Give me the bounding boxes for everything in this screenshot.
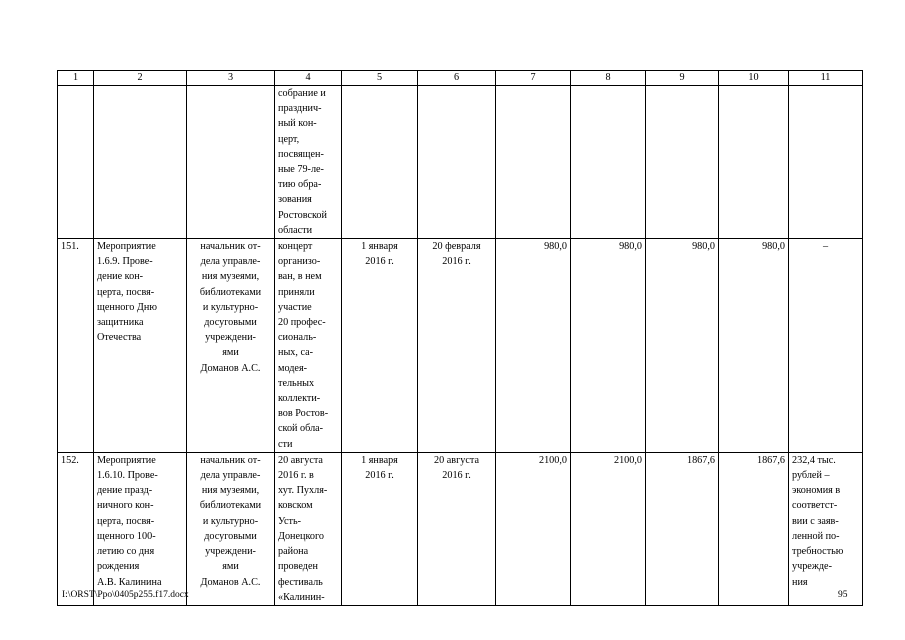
amount-cell: 980,0: [571, 239, 646, 453]
amount-cell: 980,0: [496, 239, 571, 453]
col-header: 4: [275, 71, 342, 86]
responsible-person: начальник от- дела управле- ния музеями, библиотеками и культурно- досуговыми учреждени- ями Доманов А.С.: [187, 452, 275, 605]
row-number: 152.: [58, 452, 94, 605]
note-cell: 232,4 тыс. рублей – экономия в соответст- вии с заяв- ленной по- требностью учрежде- ния: [789, 452, 863, 605]
table-cell: [496, 86, 571, 239]
col-header: 6: [418, 71, 496, 86]
col-header: 3: [187, 71, 275, 86]
col-header: 5: [342, 71, 418, 86]
continuation-description: собрание и празднич- ный кон- церт, посвящен- ные 79-ле- тию обра- зования Ростовской области: [275, 86, 342, 239]
start-date: 1 января 2016 г.: [342, 239, 418, 453]
result-description: концерт организо- ван, в нем приняли участие 20 профес- сиональ- ных, са- модея- тельных коллекти- вов Ростов- ской обла- сти: [275, 239, 342, 453]
table-row: [58, 452, 863, 605]
note-cell: –: [789, 239, 863, 453]
file-path-footer: I:\ORST\Ppo\0405p255.f17.docx: [62, 590, 189, 600]
col-header: 7: [496, 71, 571, 86]
event-name: Мероприятие 1.6.9. Прове- дение кон- церта, посвя- щенного Дню защитника Отечества: [94, 239, 187, 453]
report-table: [57, 70, 863, 606]
responsible-person: начальник от- дела управле- ния музеями, библиотеками и культурно- досуговыми учреждени- ями Доманов А.С.: [187, 239, 275, 453]
amount-cell: 2100,0: [571, 452, 646, 605]
table-cell: [187, 86, 275, 239]
table-cell: [58, 86, 94, 239]
row-number: 151.: [58, 239, 94, 453]
end-date: 20 февраля 2016 г.: [418, 239, 496, 453]
table-cell: [342, 86, 418, 239]
col-header: 1: [58, 71, 94, 86]
header-row: [58, 71, 863, 86]
amount-cell: 980,0: [646, 239, 719, 453]
continuation-row: [58, 86, 863, 239]
table-cell: [571, 86, 646, 239]
table-cell: [719, 86, 789, 239]
col-header: 9: [646, 71, 719, 86]
amount-cell: 2100,0: [496, 452, 571, 605]
end-date: 20 августа 2016 г.: [418, 452, 496, 605]
page-number: 95: [838, 590, 848, 600]
amount-cell: 1867,6: [646, 452, 719, 605]
amount-cell: 980,0: [719, 239, 789, 453]
event-name: Мероприятие 1.6.10. Прове- дение празд- ничного кон- церта, посвя- щенного 100- летию со дня рождения А.В. Калинина: [94, 452, 187, 605]
table-cell: [789, 86, 863, 239]
start-date: 1 января 2016 г.: [342, 452, 418, 605]
table-cell: [94, 86, 187, 239]
amount-cell: 1867,6: [719, 452, 789, 605]
table-cell: [418, 86, 496, 239]
result-description: 20 августа 2016 г. в хут. Пухля- ковском Усть- Донецкого района проведен фестиваль «Калинин-: [275, 452, 342, 605]
col-header: 2: [94, 71, 187, 86]
table-cell: [646, 86, 719, 239]
col-header: 11: [789, 71, 863, 86]
table-row: [58, 239, 863, 453]
col-header: 10: [719, 71, 789, 86]
col-header: 8: [571, 71, 646, 86]
